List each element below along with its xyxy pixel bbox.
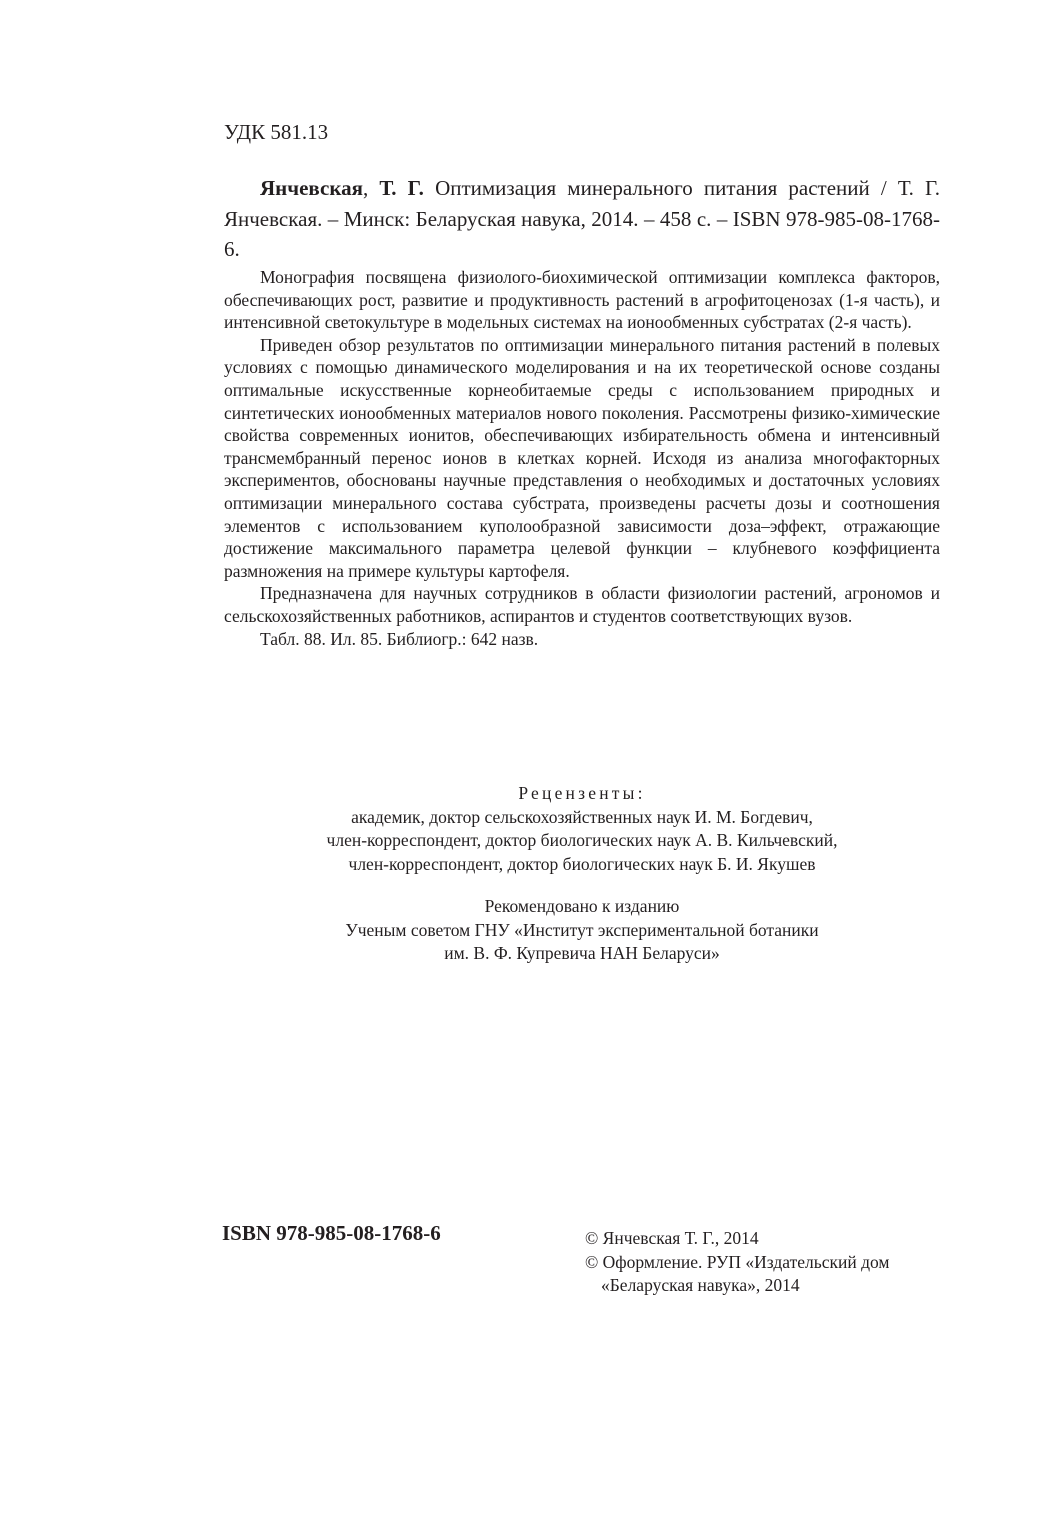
- abstract-paragraph: Монография посвящена физиолого-биохимической оптимизации комплекса факторов, обеспечивающих рост, развитие и продуктивность растений в агрофитоценозах (1-я часть), и интенсивной светокультуре в модельных системах на ионообменных субстратах (2-я часть).: [224, 267, 940, 333]
- bibliographic-entry: [224, 173, 940, 265]
- recommended-line: Рекомендовано к изданию: [484, 896, 680, 916]
- author-comma: ,: [363, 176, 369, 200]
- udk-code: УДК 581.13: [224, 120, 329, 144]
- abstract: [224, 266, 940, 650]
- author-surname: Янчевская: [260, 176, 363, 200]
- author-initials: Т. Г.: [379, 176, 424, 200]
- copyright-design: © Оформление. РУП «Издательский дом: [585, 1251, 890, 1272]
- recommended-block: [224, 895, 940, 966]
- isbn: ISBN 978-985-08-1768-6: [222, 1221, 441, 1245]
- copyright-publisher: «Беларуская навука», 2014: [601, 1275, 800, 1295]
- reviewers-title: Рецензенты:: [518, 783, 646, 803]
- abstract-paragraph: Табл. 88. Ил. 85. Библиогр.: 642 назв.: [260, 628, 539, 649]
- copyright-block: [585, 1227, 945, 1298]
- abstract-paragraph: Предназначена для научных сотрудников в области физиологии растений, агрономов и сельскохозяйственных работников, аспирантов и студентов соответствующих вузов.: [224, 583, 940, 626]
- recommended-line: им. В. Ф. Купревича НАН Беларуси»: [444, 943, 720, 963]
- reviewer-line: академик, доктор сельскохозяйственных наук И. М. Богдевич,: [351, 806, 813, 827]
- reviewers-block: [224, 782, 940, 876]
- copyright-author: © Янчевская Т. Г., 2014: [585, 1228, 759, 1248]
- reviewer-line: член-корреспондент, доктор биологических наук А. В. Кильчевский,: [326, 830, 838, 850]
- abstract-paragraph: Приведен обзор результатов по оптимизации минерального питания растений в полевых условиях с помощью динамического моделирования и на их теоретической основе созданы оптимальные искусственные корнеобитаемые среды с использованием природных и синтетических ионообменных материалов нового поколения. Рассмотрены физико-химические свойства современных ионитов, обеспечивающих избирательность обмена и интенсивный трансмембранный перенос ионов в клетках корней. Исходя из анализа многофакторных экспериментов, обоснованы научные представления о необходимых и достаточных условиях оптимизации минерального состава субстрата, произведены расчеты дозы и соотношения элементов с использованием куполообразной зависимости доза–эффект, отражающие достижение максимального параметра целевой функции – клубневого коэффициента размножения на примере культуры картофеля.: [224, 334, 940, 581]
- recommended-line: Ученым советом ГНУ «Институт экспериментальной ботаники: [345, 919, 819, 940]
- bibliographic-text: Оптимизация минерального питания растений / Т. Г. Янчевская. – Минск: Беларуская навука, 2014. – 458 с. – ISBN 978-985-08-1768-6.: [224, 176, 940, 261]
- reviewer-line: член-корреспондент, доктор биологических наук Б. И. Якушев: [348, 853, 816, 874]
